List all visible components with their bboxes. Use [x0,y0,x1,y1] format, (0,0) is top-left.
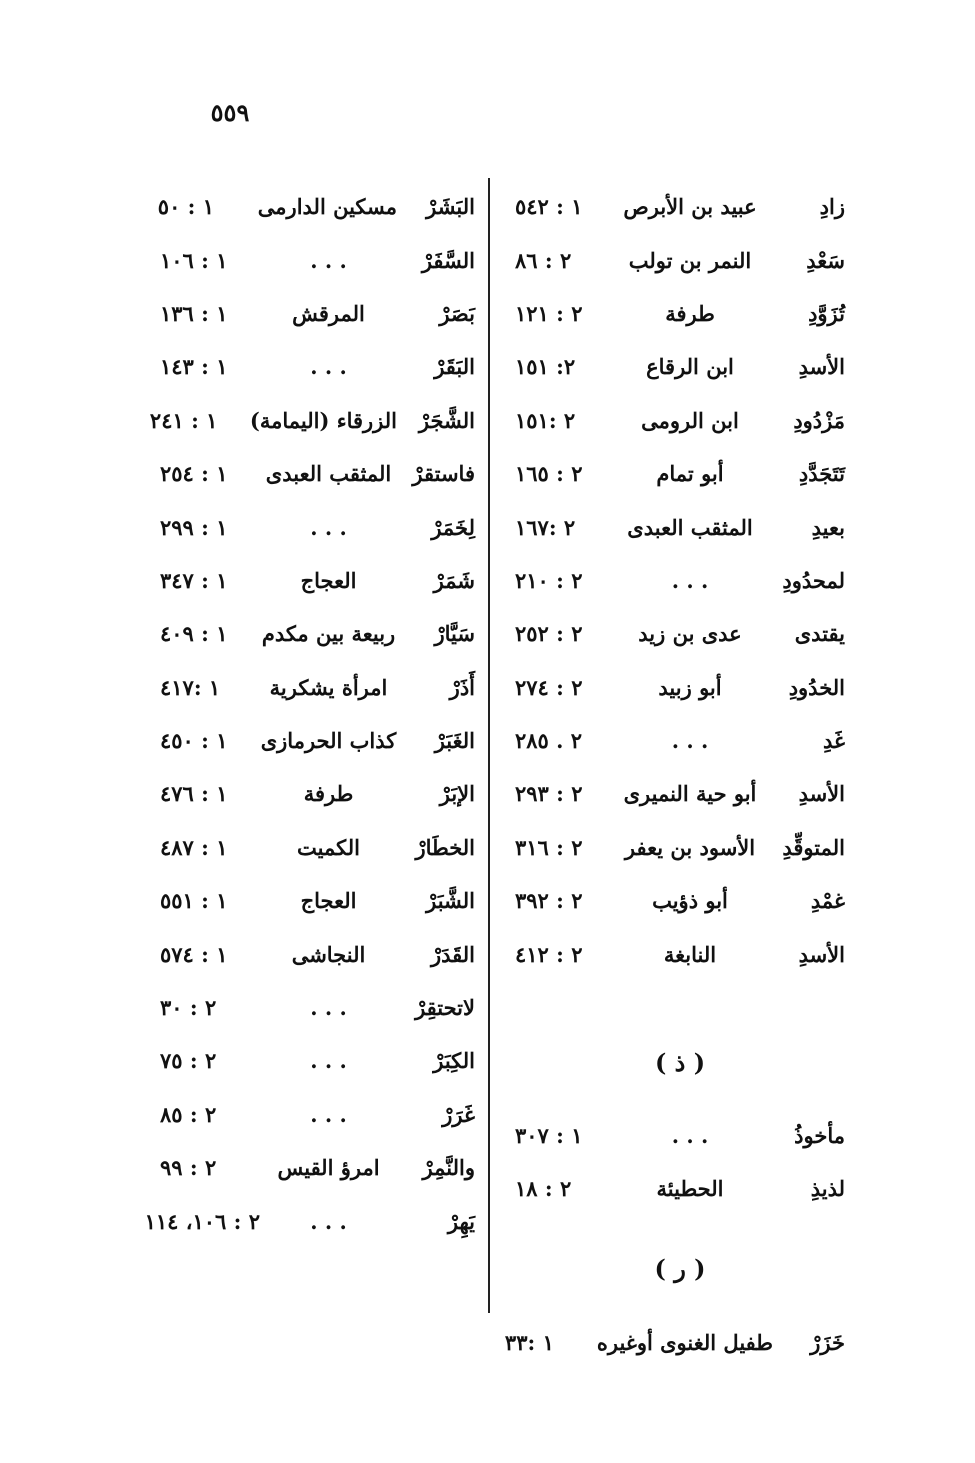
poet-name: أبو زبيد [658,674,722,700]
page-reference: ٢ : ٢٩٣ [515,781,583,807]
poet-name: . . . [671,567,709,593]
rhyme-word: غمْدِ [810,888,845,914]
poet-name: . . . [310,354,347,380]
index-entry [515,233,845,286]
index-entry [515,1162,845,1215]
poet-name: . . . [310,247,347,273]
page-reference: ٢ : ٨٥ [160,1101,217,1127]
poet-name: عبيد بن الأبرص [623,194,757,220]
page-reference: ٢: ١٥١ [515,354,576,380]
rhyme-word: خَزَرْ [810,1329,845,1355]
rhyme-word: لمحدُودِ [782,567,845,593]
page-reference: ١ : ٥٥١ [160,888,228,914]
page-reference: ٢ : ٤١٢ [515,941,583,967]
page-reference: ١ : ٣٠٧ [515,1123,583,1149]
index-entry [515,447,845,500]
poet-name: . . . [310,1101,347,1127]
poet-name: ربيعة بين مكدم [261,621,396,647]
page-reference: ٢ : ٣٠ [160,995,217,1021]
rhyme-word: الغَبَرْ [434,728,475,754]
rhyme-word: زادِ [819,194,845,220]
right-column-ra-rows [504,1316,845,1369]
poet-name: طرفة [303,781,354,807]
poet-name: أبو ذؤيب [652,888,728,914]
poet-name: الأسود بن يعفر [624,834,756,860]
index-entry [144,1194,475,1247]
index-entry [515,500,845,553]
rhyme-word: يَهِرْ [447,1208,475,1234]
index-entry [160,1141,475,1194]
page-reference: ٢ : ٧٥ [160,1048,217,1074]
index-entry [160,1034,475,1087]
poet-name: العجاج [300,888,357,914]
section-header-dhal: ( ذ ) [654,1048,706,1078]
page-reference: ٢ : ٢٥٢ [515,621,583,647]
poet-name: امرؤ القيس [277,1155,380,1181]
poet-name: النمر بن تولب [628,247,752,273]
rhyme-word: لِخَمَرْ [431,514,475,540]
rhyme-word: المتوقِّدِ [782,834,845,860]
index-entry [160,607,475,660]
index-entry [515,554,845,607]
page-reference: ٢ :١٥١ [515,407,576,433]
poet-name: النابغة [663,941,717,967]
index-entry [515,287,845,340]
poet-name: . . . [310,995,347,1021]
page-reference: ٢ : ٨٦ [515,247,572,273]
page-reference: ١ :٤١٧ [160,674,221,700]
left-column-rows [144,180,475,1248]
poet-name: . . . [310,514,347,540]
page-reference: ٢ . ٢٨٥ [515,728,583,754]
rhyme-word: تُزَوَّدِ [808,300,845,326]
poet-name: ابن الرومى [641,407,739,433]
index-entry [160,661,475,714]
index-entry [160,287,475,340]
rhyme-word: غَدِ [822,728,845,754]
index-entry [515,394,845,447]
page-reference: ٢ : ٣٩٢ [515,888,583,914]
page-reference: ٢ : ٣١٦ [515,834,583,860]
poet-name: . . . [310,1208,347,1234]
page-reference: ١ : ٢٩٩ [160,514,228,540]
rhyme-word: سَعْدِ [806,247,845,273]
index-entry [149,394,475,447]
right-column [504,180,845,1369]
index-entry [515,821,845,874]
rhyme-word: والنَّمِرْ [422,1155,475,1181]
index-entry [160,821,475,874]
page-reference: ٢ : ١٦٥ [515,461,583,487]
page-reference: ٢ : ٢١٠ [515,567,583,593]
index-entry [160,1088,475,1141]
index-entry [160,714,475,767]
rhyme-word: يقتدى [794,621,845,647]
index-entry [515,767,845,820]
page-reference: ١ : ٥٤٢ [515,194,583,220]
index-entry [160,927,475,980]
page-reference: ١ : ٤٨٧ [160,834,228,860]
rhyme-word: بعيدِ [811,514,845,540]
index-entry [160,554,475,607]
poet-name: ابن الرقاع [646,354,734,380]
page-reference: ١ : ٤٥٠ [160,728,228,754]
page-reference: ٢ : ١٨ [515,1176,572,1202]
rhyme-word: لاتحتقِرْ [415,995,475,1021]
index-entry [515,180,845,233]
rhyme-word: الأسدِ [798,941,845,967]
rhyme-word: البَقَرْ [434,354,475,380]
rhyme-word: مأخوذُ [794,1123,845,1149]
rhyme-word: الخدُودِ [788,674,845,700]
rhyme-word: بَصَرْ [439,300,475,326]
page-reference: ١ : ١٤٣ [160,354,228,380]
poet-name: أبو تمام [656,461,724,487]
rhyme-word: الشَّجَرْ [418,407,475,433]
right-column-rows [515,180,845,981]
page-reference: ٢ : ٩٩ [160,1155,217,1181]
page-reference: ١ : ٣٤٧ [160,567,228,593]
rhyme-word: لذيذِ [810,1176,845,1202]
page-reference: ١ : ١٣٦ [160,300,228,326]
index-entry [160,340,475,393]
rhyme-word: شَمَرْ [433,567,475,593]
rhyme-word: الخطَارْ [415,834,475,860]
poet-name: الزرقاء (اليمامة) [249,407,397,433]
rhyme-word: الكِبَرْ [433,1048,475,1074]
poet-name: عدى بن زيد [638,621,742,647]
page-reference: ١ : ٥٧٤ [160,941,228,967]
page-reference: ٢ : ١٠٦، ١١٤ [144,1208,260,1234]
poet-name: . . . [671,1123,709,1149]
rhyme-word: الشَّبَرْ [426,888,475,914]
poet-name: المثقب العبدى [627,514,753,540]
page-reference: ١ :٣٣ [504,1329,554,1355]
page-reference: ١ : ٥٠ [157,194,215,220]
rhyme-word: تَتَجَدَّدِ [798,461,845,487]
index-entry [160,874,475,927]
index-entry [160,500,475,553]
rhyme-word: البَشَرْ [426,194,475,220]
poet-name: الكميت [297,834,360,860]
index-entry [160,233,475,286]
index-entry [160,767,475,820]
poet-name: الحطيئة [656,1176,724,1202]
index-entry [504,1316,845,1369]
poet-name: . . . [671,728,709,754]
left-column [144,180,475,1248]
poet-name: أبو حية النميرى [623,781,757,807]
page-number: ٥٥٩ [210,98,250,127]
index-entry [515,1109,845,1162]
poet-name: طرفة [665,300,715,326]
index-entry [515,661,845,714]
page-reference: ١ : ٢٥٤ [160,461,228,487]
page-reference: ١ : ٤٧٦ [160,781,228,807]
poet-name: العجاج [300,567,357,593]
poet-name: . . . [310,1048,347,1074]
rhyme-word: الأسدِ [798,354,845,380]
index-entry [160,981,475,1034]
rhyme-word: مَزْدُودِ [793,407,845,433]
page-reference: ٢ :١٦٧ [515,514,576,540]
page-reference: ٢ : ٢٧٤ [515,674,583,700]
index-entry [515,340,845,393]
poet-name: كذاب الحرمازى [260,728,397,754]
page-reference: ١ : ١٠٦ [160,247,228,273]
poet-name: امرأة يشكرية [269,674,388,700]
page-reference: ١ : ٤٠٩ [160,621,228,647]
rhyme-word: السَّفَرْ [421,247,475,273]
rhyme-word: القَدَرْ [430,941,475,967]
rhyme-word: سَيَّارْ [434,621,475,647]
rhyme-word: الإبَرْ [439,781,475,807]
right-column-dhal-rows [515,1109,845,1216]
section-header-ra: ( ر ) [654,1254,706,1284]
column-divider [488,178,490,1313]
page-reference: ٢ : ١٢١ [515,300,583,326]
poet-name: النجاشى [291,941,366,967]
index-entry [515,927,845,980]
index-entry [157,180,475,233]
rhyme-word: أَذَرْ [449,674,475,700]
index-entry [515,874,845,927]
poet-name: المثقب العبدى [265,461,392,487]
index-entry [160,447,475,500]
rhyme-word: الأسدِ [798,781,845,807]
index-entry [515,607,845,660]
poet-name: مسكين الدارمى [257,194,397,220]
rhyme-word: فاستقرْ [412,461,475,487]
poet-name: طفيل الغنوى أوغيره [596,1329,773,1355]
rhyme-word: غَرَرْ [442,1101,475,1127]
index-entry [515,714,845,767]
poet-name: المرقش [292,300,365,326]
page-reference: ١ : ٢٤١ [149,407,218,433]
